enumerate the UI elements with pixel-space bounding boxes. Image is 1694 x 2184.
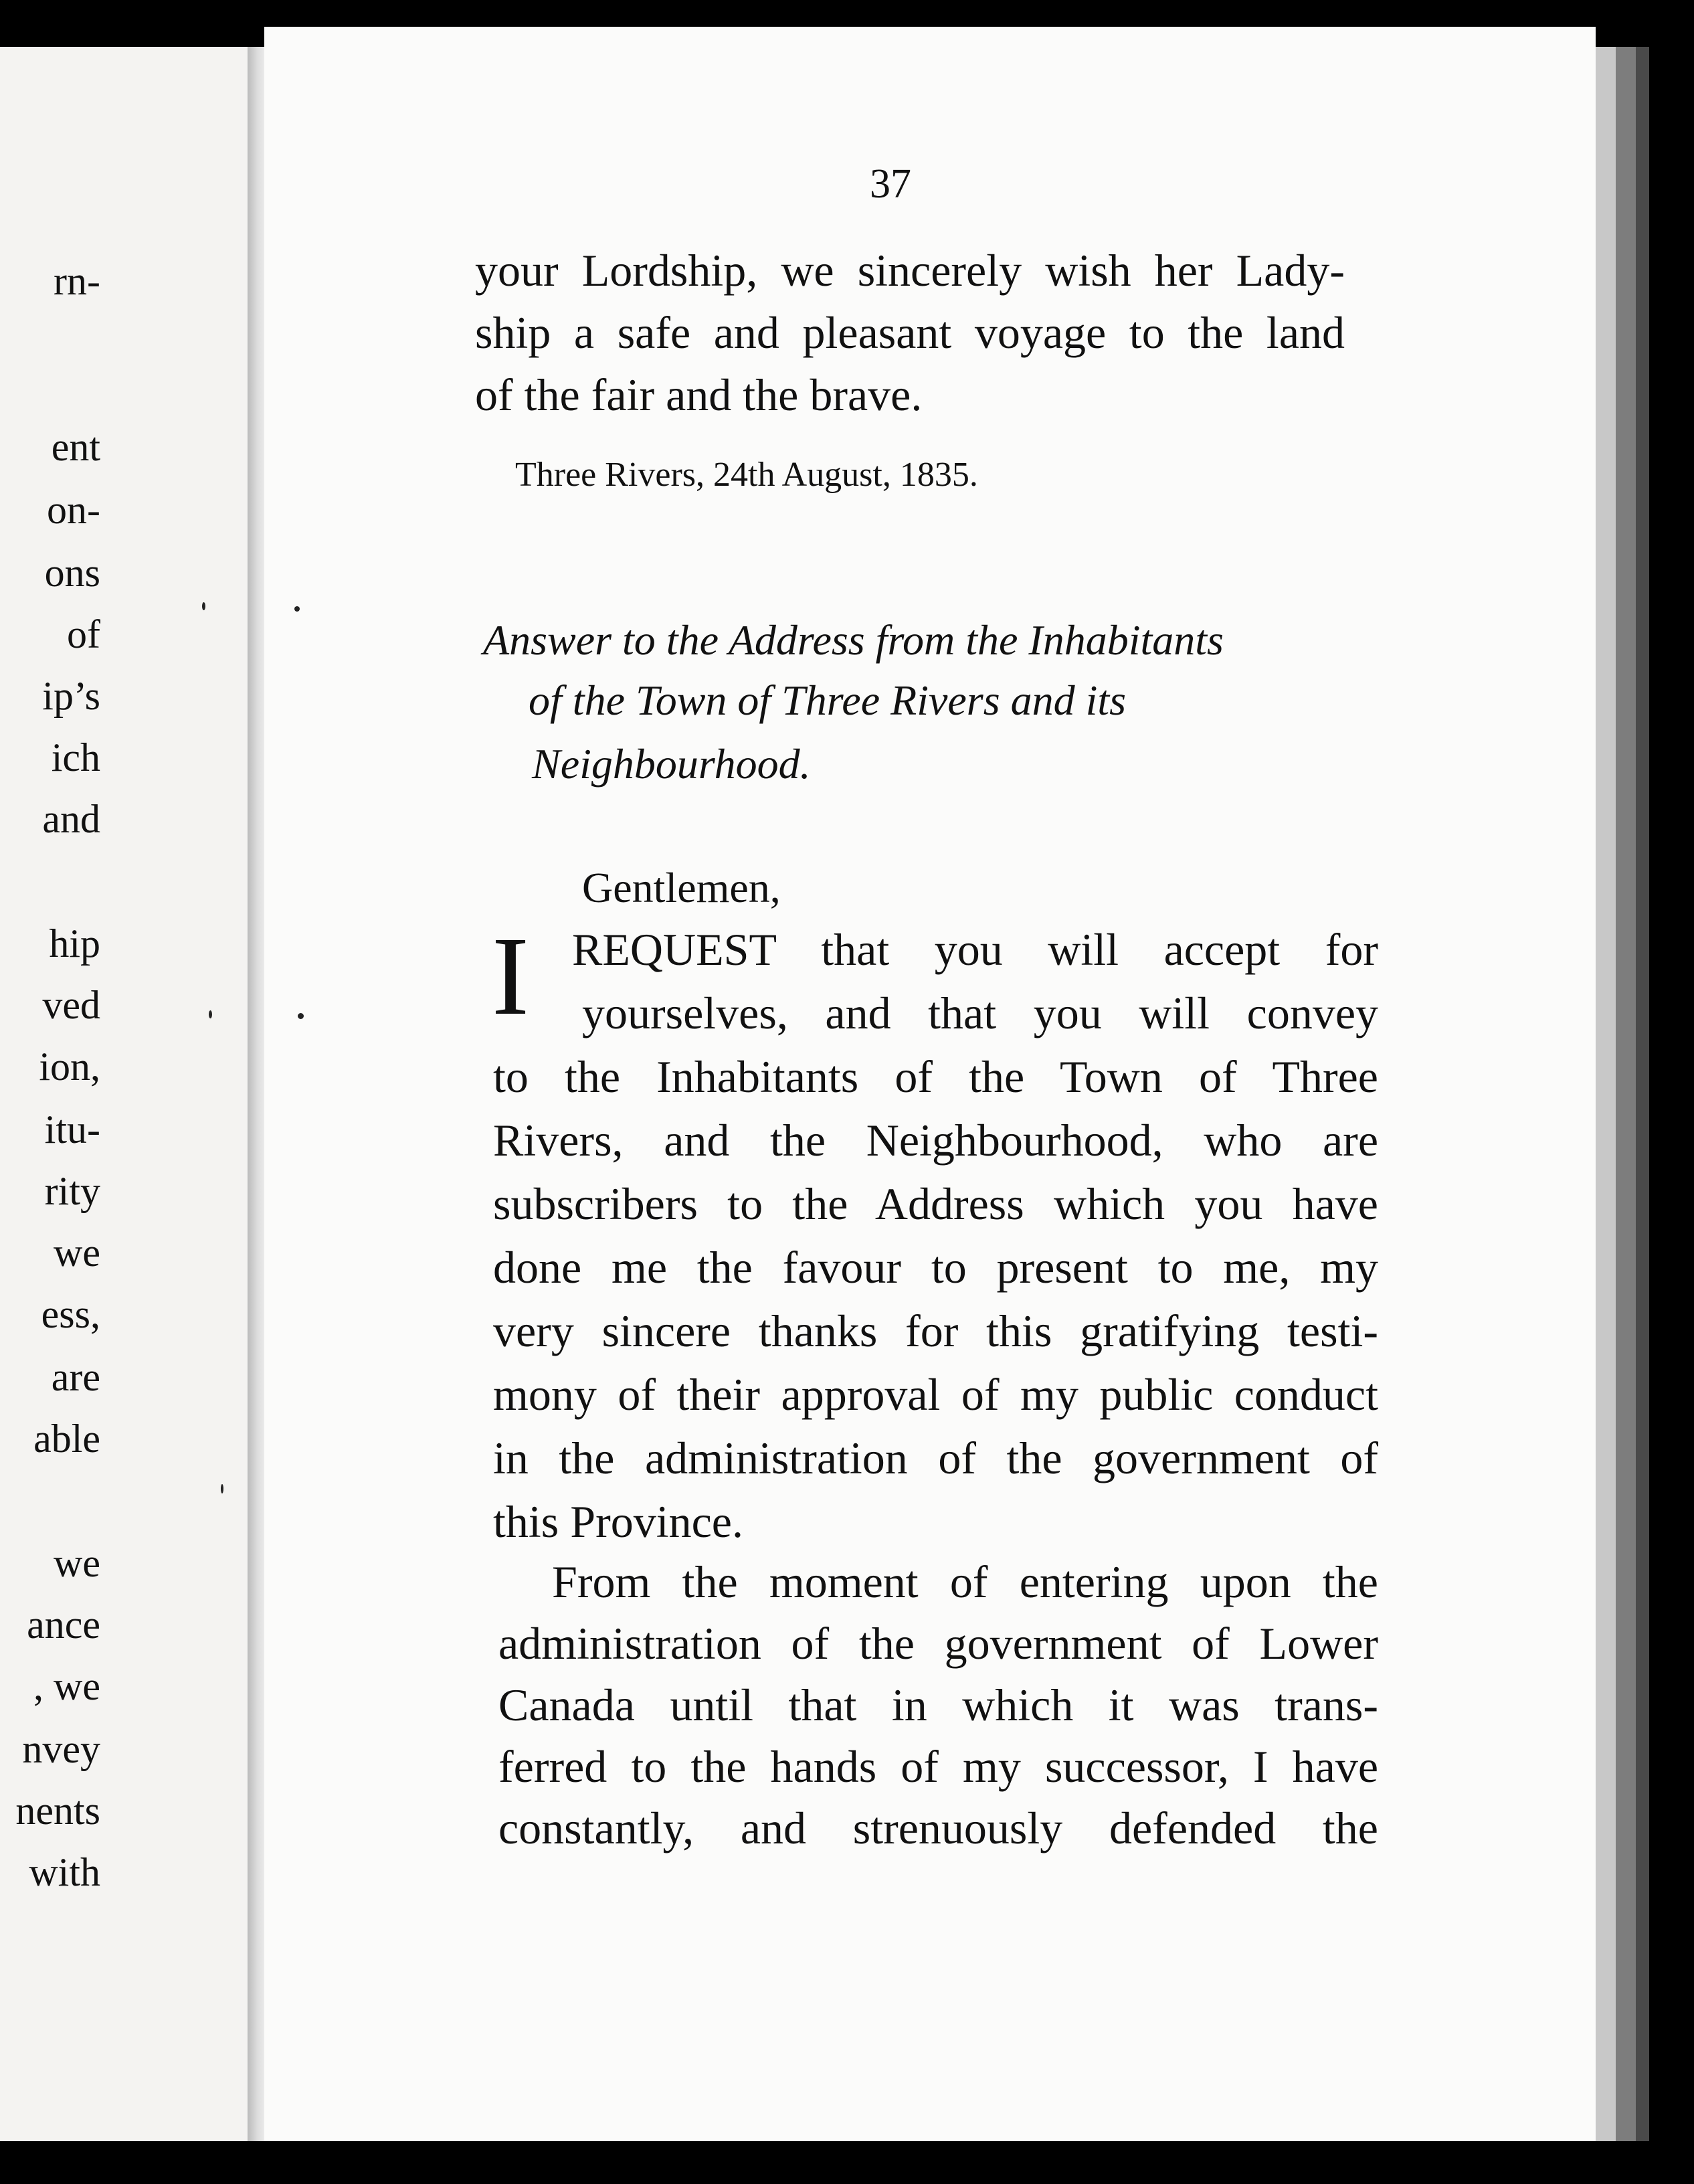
text-line: Rivers, and the Neighbourhood, who are bbox=[493, 1115, 1378, 1166]
left-fragment: on- bbox=[47, 488, 100, 532]
text-line: very sincere thanks for this gratifying testi- bbox=[493, 1305, 1378, 1356]
text-line: done me the favour to present to me, my bbox=[493, 1242, 1378, 1293]
text-line: ship a safe and pleasant voyage to the land bbox=[475, 307, 1345, 358]
section-heading: of the Town of Three Rivers and its bbox=[529, 676, 1127, 724]
left-fragment: ons bbox=[44, 551, 100, 595]
left-fragment: , we bbox=[33, 1664, 100, 1708]
text-line: to the Inhabitants of the Town of Three bbox=[493, 1051, 1378, 1102]
drop-cap: I bbox=[492, 914, 529, 1038]
ink-speck bbox=[298, 1013, 304, 1019]
left-fragment: ess, bbox=[41, 1292, 100, 1336]
left-fragment: with bbox=[29, 1850, 100, 1894]
text-line: subscribers to the Address which you have bbox=[493, 1178, 1378, 1229]
ink-speck bbox=[294, 606, 300, 612]
left-page bbox=[0, 47, 261, 2141]
text-line: mony of their approval of my public conduct bbox=[493, 1369, 1378, 1420]
left-fragment: of bbox=[67, 612, 100, 656]
left-fragment: itu- bbox=[44, 1107, 100, 1152]
left-fragment: ip’s bbox=[42, 674, 100, 718]
page-number: 37 bbox=[870, 161, 911, 207]
left-fragment: ved bbox=[42, 983, 100, 1027]
left-fragment: we bbox=[54, 1231, 100, 1275]
text-line: constantly, and strenuously defended the bbox=[498, 1803, 1378, 1853]
text-line: administration of the government of Lower bbox=[498, 1618, 1378, 1669]
text-line: yourselves, and that you will convey bbox=[582, 988, 1378, 1038]
text-line: this Province. bbox=[493, 1496, 743, 1547]
left-fragment: we bbox=[54, 1541, 100, 1585]
text-line: your Lordship, we sincerely wish her Lady- bbox=[475, 245, 1345, 296]
section-heading: Neighbourhood. bbox=[532, 740, 811, 788]
text-line: in the administration of the government of bbox=[493, 1433, 1378, 1483]
book-cover-edge bbox=[1636, 47, 1649, 2141]
left-fragment: ion, bbox=[39, 1044, 100, 1089]
page-edges bbox=[1596, 47, 1616, 2141]
ink-speck bbox=[209, 1010, 212, 1018]
left-fragment: and bbox=[42, 797, 100, 841]
left-fragment: nvey bbox=[22, 1727, 100, 1771]
text-line: Canada until that in which it was trans- bbox=[498, 1679, 1378, 1730]
left-fragment: able bbox=[33, 1417, 100, 1461]
left-fragment: ich bbox=[51, 735, 100, 780]
text-line: From the moment of entering upon the bbox=[552, 1556, 1378, 1607]
left-fragment: are bbox=[51, 1355, 100, 1399]
ink-speck bbox=[221, 1484, 223, 1493]
ink-speck bbox=[202, 602, 205, 610]
section-heading: Answer to the Address from the Inhabitants bbox=[483, 616, 1224, 664]
left-fragment: ance bbox=[27, 1603, 100, 1647]
salutation: Gentlemen, bbox=[582, 864, 781, 911]
left-fragment: rity bbox=[44, 1169, 100, 1213]
text-line: REQUEST that you will accept for bbox=[572, 924, 1378, 975]
text-line: ferred to the hands of my successor, I have bbox=[498, 1741, 1378, 1792]
left-fragment: rn- bbox=[54, 259, 100, 303]
text-line: of the fair and the brave. bbox=[475, 369, 923, 420]
left-fragment: hip bbox=[49, 921, 100, 966]
page-edges bbox=[1616, 47, 1636, 2141]
left-fragment: nents bbox=[15, 1789, 100, 1833]
dateline: Three Rivers, 24th August, 1835. bbox=[515, 456, 978, 494]
left-fragment: ent bbox=[51, 425, 100, 469]
